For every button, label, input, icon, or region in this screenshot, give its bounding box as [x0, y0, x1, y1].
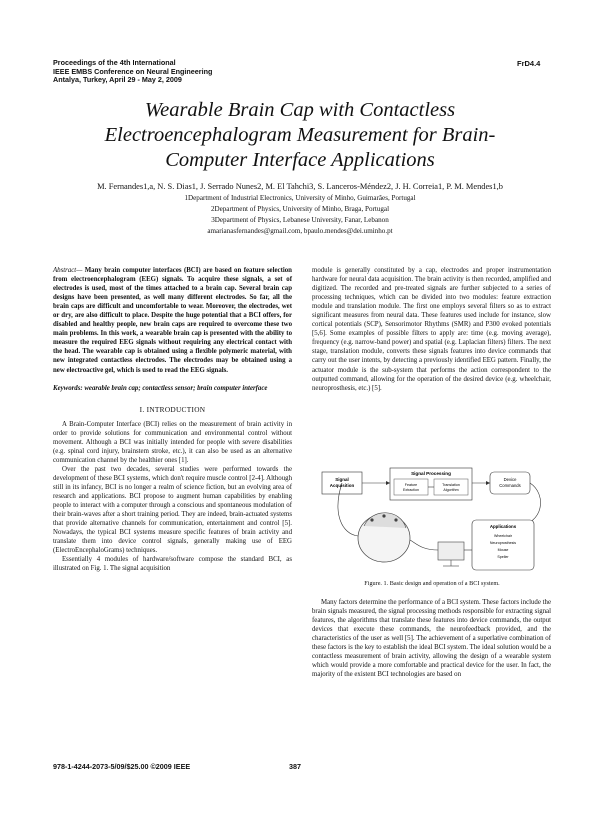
- bci-diagram-figure: [312, 464, 552, 576]
- abstract: Abstract— Many brain computer interfaces (BCI) are based on feature selection from electroencephalogram (EEG) signals. To acquire these signals, a set of electrodes is used, most of the times attached to a brain cap. Several brain cap designs have been presented, as well many different electrodes. So far, all the brain caps are difficult and uncomfortable to wear. Moreover, the electrodes, wet or dry, are also difficult to place. Despite the huge potential that a BCI offers, for disabled and healthy people, new brain caps are required to overcome these two main problems. In this work, a wearable brain cap is presented with the ability to measure the required EEG signals without requiring any electrical contact with the head. The wearable cap is obtained using a flexible polymeric material, with new integrated contactless electrodes. The electrodes may be obtained using a new electroactive gel, which is used to read the EEG signals.: [53, 267, 292, 374]
- paper-title: Wearable Brain Cap with Contactless Electroencephalogram Measurement for Brain- Computer Interface Applications: [104, 99, 496, 171]
- affiliation: 2Department of Physics, University of Minho, Braga, Portugal: [210, 205, 390, 213]
- application-item: Wheelchair: [494, 534, 512, 538]
- paragraph: A Brain-Computer Interface (BCI) relies on the measurement of brain activity in order to provide solutions for communication and environmental control without movement. Although a BCI was initially intended for people with severe disabilities (e.g. spinal cord injury, brainstem stroke, etc.), it can also be used as an alternative communication channel by the healthier ones [1].: [53, 420, 292, 464]
- signal-acquisition-label: Acquisition: [329, 483, 355, 488]
- session-code: FrD4.4: [517, 59, 541, 68]
- paragraph: Many factors determine the performance of a BCI system. These factors include the brain signals measured, the signal processing methods responsible for extracting signal features, the algorithms that translate these features into device commands, the output devices that execute these commands, the neurofeedback provided, and the characteristics of the user as well [5]. The achievement of a superlative combination of these factors is the key to establish the ideal BCI system. The ideal solution would be a contactless measurement of brain activity, allowing the design of a wearable system which would provide a more comfortable and practical device for the user. In fact, the majority of the existent BCI technologies are based on: [312, 599, 551, 679]
- keywords: Keywords: wearable brain cap; contactless sensor; brain computer interface: [53, 384, 268, 392]
- signal-processing-label: Signal Processing: [411, 471, 451, 476]
- paragraph: module is generally constituted by a cap, electrodes and proper instrumentation hardware for neural data acquisition. The brain activity is then recorded, amplified and digitized. The recorded and pre-treated signals are further subjected to a series of processing techniques, which can be divided into two modules: feature extraction module and translation module. The first one employs several filters so as to extract significant measures from neural data. These features used include for instance, slow cortical potentials (SCP), Sensorimotor Rhythms (SMR) and P300 evoked potentials [5,6]. Some examples of possible filters to apply are: time (e.g. moving average), frequency (e.g. narrow-band power) and spatial (e.g. Laplacian filters) filters. The next stage, translation module, converts these signals features into device commands that carry out the user intents, by detecting a previously identified EEG pattern. Finally, the actuator module is the sub-system that performs the action correspondent to the outputted command, allowing for the operation of the desired device (e.g. wheelchair, neuroprosthesis, etc.) [5].: [312, 267, 551, 392]
- translation-algorithm-label: Algorithm: [443, 488, 459, 492]
- affiliation-emails: amarianasfernandes@gmail.com, bpaulo.mendes@dei.uminho.pt: [207, 227, 393, 235]
- page-number: 387: [289, 762, 301, 771]
- application-item: Speller: [497, 555, 509, 559]
- application-item: Neuroprosthesis: [489, 541, 517, 545]
- translation-algorithm-box: [434, 479, 468, 495]
- affiliation: 1Department of Industrial Electronics, University of Minho, Guimarães, Portugal: [184, 194, 416, 202]
- arrow-head: [386, 481, 390, 485]
- arrow: [410, 540, 438, 550]
- feature-extraction-box: [394, 479, 428, 495]
- monitor-illustration: [438, 542, 464, 560]
- right-column-top: [312, 266, 551, 393]
- header-line: IEEE EMBS Conference on Neural Engineering: [53, 66, 213, 76]
- feature-extraction-label: Extraction: [403, 488, 419, 492]
- footer-isbn: 978-1-4244-2073-5/09/$25.00 ©2009 IEEE: [53, 762, 191, 771]
- signal-acquisition-label: Signal: [335, 477, 349, 482]
- conference-header: [53, 59, 212, 85]
- application-item: Mouse: [497, 548, 509, 552]
- device-commands-label: Device: [503, 477, 517, 482]
- author-list: M. Fernandes1,a, N. S. Dias1, J. Serrado Nunes2, M. El Tahchi3, S. Lanceros-Méndez2, J. H. Correia1, P. M. Mendes1,b: [97, 182, 503, 191]
- affiliation: 3Department of Physics, Lebanese University, Fanar, Lebanon: [211, 216, 389, 224]
- paragraph: Essentially 4 modules of hardware/software compose the standard BCI, as illustrated on Fig. 1. The signal acquisition: [53, 556, 292, 573]
- paragraph: Over the past two decades, several studies were performed towards the development of these BCI systems, which don't require muscle control [2-4]. Although still in its infancy, BCI is no longer a realm of science fiction, but an evolving area of research and applications. BCI propose to augment human capabilities by enabling people to interact with a computer through a conscious and spontaneous modulation of their brain-waves after a short training period. They are indeed, brain-actuated systems that provide alternative channels for communication, entertainment and control [5]. Nowadays, the typical BCI systems measure specific features of brain activity and translate them into device control signals, generally making use of EEG (ElectroEncephaloGrams) techniques.: [53, 465, 292, 555]
- section-heading-introduction: I. INTRODUCTION: [139, 404, 206, 414]
- translation-algorithm-label: Translation: [442, 483, 460, 487]
- feature-extraction-label: Feature: [404, 483, 418, 487]
- device-commands-label: Commands: [499, 483, 521, 488]
- header-line: Antalya, Turkey, April 29 - May 2, 2009: [53, 75, 182, 85]
- header-line: Proceedings of the 4th International: [53, 58, 176, 67]
- left-column: [53, 266, 292, 573]
- right-column-bottom: [312, 598, 551, 679]
- arrow-head: [486, 481, 490, 485]
- figure-caption: Figure. 1. Basic design and operation of a BCI system.: [364, 580, 500, 587]
- applications-label: Applications: [489, 524, 517, 529]
